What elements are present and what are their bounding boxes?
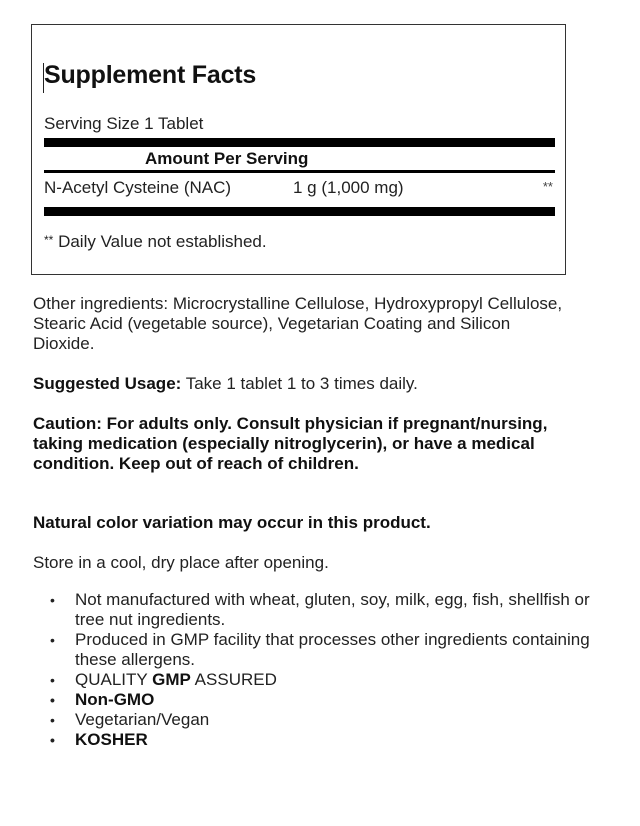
footnote-text: Daily Value not established. bbox=[53, 232, 267, 251]
feature-non-gmo: • Non-GMO bbox=[75, 690, 605, 710]
feature-gmp-facility: • Produced in GMP facility that processes other ingredients containing these allergens. bbox=[75, 630, 605, 670]
feature-quality-suffix: ASSURED bbox=[190, 670, 277, 689]
features-list bbox=[33, 590, 605, 750]
footnote-marker: ** bbox=[44, 233, 54, 247]
supplement-facts-panel bbox=[31, 24, 566, 275]
divider-thick-top bbox=[44, 138, 555, 147]
feature-allergen-free: • Not manufactured with wheat, gluten, soy, milk, egg, fish, shellfish or tree nut ingredients. bbox=[75, 590, 605, 630]
facts-title: Supplement Facts bbox=[44, 61, 257, 89]
color-variation-note: Natural color variation may occur in this product. bbox=[33, 513, 431, 532]
feature-quality-prefix: QUALITY bbox=[75, 670, 153, 689]
caution-warning: Caution: For adults only. Consult physician if pregnant/nursing, taking medication (especially nitroglycerin), or have a medical condition. Keep out of reach of children. bbox=[33, 414, 548, 473]
daily-value-footnote bbox=[44, 232, 267, 252]
storage-instructions: Store in a cool, dry place after opening. bbox=[33, 553, 329, 572]
suggested-usage-label: Suggested Usage: bbox=[33, 374, 182, 393]
feature-kosher: • KOSHER bbox=[75, 730, 605, 750]
feature-quality-gmp bbox=[75, 670, 605, 690]
serving-size: Serving Size 1 Tablet bbox=[44, 114, 204, 133]
amount-per-serving-header: Amount Per Serving bbox=[145, 149, 309, 168]
ingredient-daily-value: ** bbox=[542, 179, 553, 194]
feature-vegetarian-vegan: • Vegetarian/Vegan bbox=[75, 710, 605, 730]
divider-thin bbox=[44, 170, 555, 173]
other-ingredients: Other ingredients: Microcrystalline Cellulose, Hydroxypropyl Cellulose, Stearic Acid (vegetable source), Vegetarian Coating and Silicon Dioxide. bbox=[33, 294, 563, 353]
ingredient-name: N-Acetyl Cysteine (NAC) bbox=[44, 178, 232, 197]
suggested-usage bbox=[33, 374, 573, 394]
divider-thick-bottom bbox=[44, 207, 555, 216]
ingredient-amount: 1 g (1,000 mg) bbox=[293, 178, 404, 197]
feature-quality-gmp-bold: GMP bbox=[152, 670, 191, 689]
suggested-usage-text: Take 1 tablet 1 to 3 times daily. bbox=[181, 374, 418, 393]
